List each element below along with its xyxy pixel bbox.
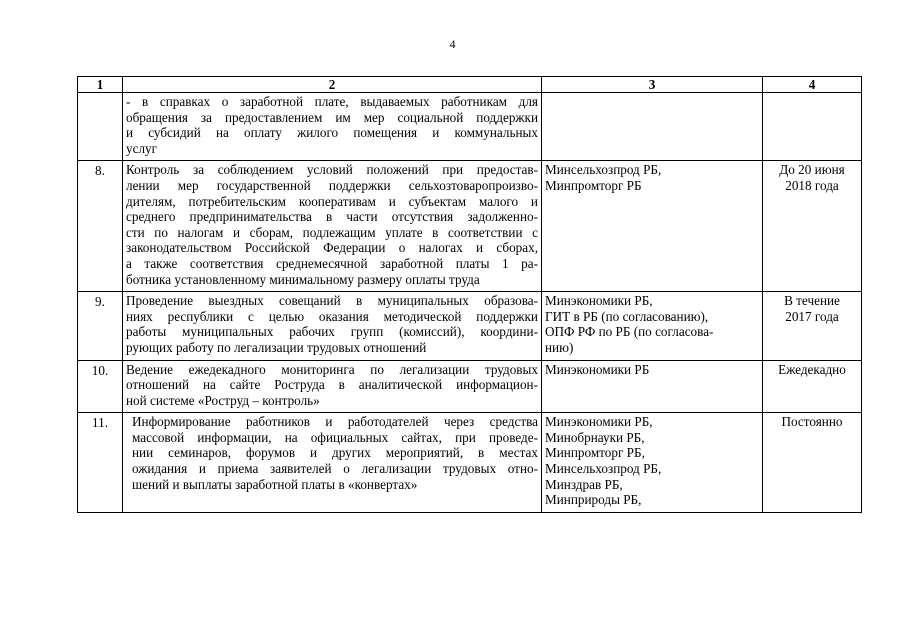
org-line: Минобрнауки РБ, [545,429,645,445]
responsible-org [542,161,763,292]
org-line: ГИТ в РБ (по согласованию), [545,308,709,324]
deadline-line: 2018 года [785,177,839,193]
row-number: 11. [78,413,123,513]
text-line: ниях республики с целью оказания методической поддержки [126,308,538,324]
text-line: лении мер государственной поддержки сельхозтоваропроизво- [126,177,538,193]
text-line: ботника установленному минимальному размеру оплаты труда [126,271,480,287]
org-line: Минэкономики РБ [545,361,650,377]
responsible-org [542,93,763,161]
text-line: ной системе «Роструд – контроль» [126,392,320,408]
row-number [78,93,123,161]
text-line: и субсидий на оплату жилого помещения и коммунальных [126,125,538,141]
org-line: Минздрав РБ, [545,476,623,492]
table-row [78,360,862,413]
text-line: массовой информации, на официальных сайтах, при проведе- [132,429,538,445]
text-line: шений и выплаты заработной платы в «конвертах» [132,476,418,492]
text-line: Ведение ежедекадного мониторинга по легализации трудовых [126,361,538,377]
org-line: Минсельхозпрод РБ, [545,461,662,477]
header-cell-4: 4 [763,77,862,93]
text-line: услуг [126,140,158,156]
deadline-line: В течение [784,293,840,309]
table-header-row [78,77,862,93]
org-line: нию) [545,339,574,355]
deadline-line: До 20 июня [779,162,845,178]
deadline [763,93,862,161]
row-number: 9. [78,292,123,360]
text-line: ожидания и приема заявителей о легализации трудовых отно- [132,461,538,477]
deadline [763,292,862,360]
row-number: 10. [78,360,123,413]
deadline-line: Постоянно [781,414,843,430]
org-line: Минсельхозпрод РБ, [545,162,662,178]
deadline [763,360,862,413]
deadline [763,161,862,292]
org-line: Минприроды РБ, [545,492,642,508]
deadline-line: Ежедекадно [778,361,846,377]
text-line: а также соответствия среднемесячной заработной платы 1 ра- [126,255,538,271]
org-line: Минпромторг РБ, [545,445,645,461]
text-line: Информирование работников и работодателей через средства [132,414,538,430]
text-line: законодательством Российской Федерации о налогах и сборах, [126,240,538,256]
text-line: нии семинаров, форумов и других мероприятий, в местах [132,445,538,461]
measure-text [123,161,542,292]
responsible-org [542,292,763,360]
text-line: отношений на сайте Роструда в аналитической информацион- [126,377,538,393]
text-line: обращения за предоставлением им мер социальной поддержки [126,109,538,125]
text-line: Контроль за соблюдением условий положений при предостав- [126,162,538,178]
org-line: Минэкономики РБ, [545,293,653,309]
table-row [78,93,862,161]
org-line: Минэкономики РБ, [545,414,653,430]
text-line: - в справках о заработной плате, выдаваемых работникам для [126,94,538,109]
responsible-org [542,360,763,413]
measure-text [123,413,542,513]
measure-text [123,360,542,413]
table-row [78,161,862,292]
deadline [763,413,862,513]
row-number: 8. [78,161,123,292]
header-cell-2: 2 [123,77,542,93]
text-line: среднего предпринимательства в части отсутствия задолженно- [126,209,538,225]
text-line: Проведение выездных совещаний в муниципальных образова- [126,293,538,309]
text-line: дителям, потребительским кооперативам и субъектам малого и [126,193,538,209]
text-line: работы муниципальных рабочих групп (комиссий), координи- [126,324,538,340]
text-line: сти по налогам и сборам, подлежащим уплате в соответствии с [126,224,538,240]
org-line: ОПФ РФ по РБ (по согласова- [545,324,714,340]
deadline-line: 2017 года [785,308,839,324]
measure-text [123,292,542,360]
header-cell-1: 1 [78,77,123,93]
measure-text [123,93,542,161]
text-line: рующих работу по легализации трудовых отношений [126,339,427,355]
page-number: 4 [449,37,456,51]
org-line: Минпромторг РБ [545,177,642,193]
table-row [78,413,862,513]
table-row [78,292,862,360]
responsible-org [542,413,763,513]
measures-table [77,76,862,513]
header-cell-3: 3 [542,77,763,93]
